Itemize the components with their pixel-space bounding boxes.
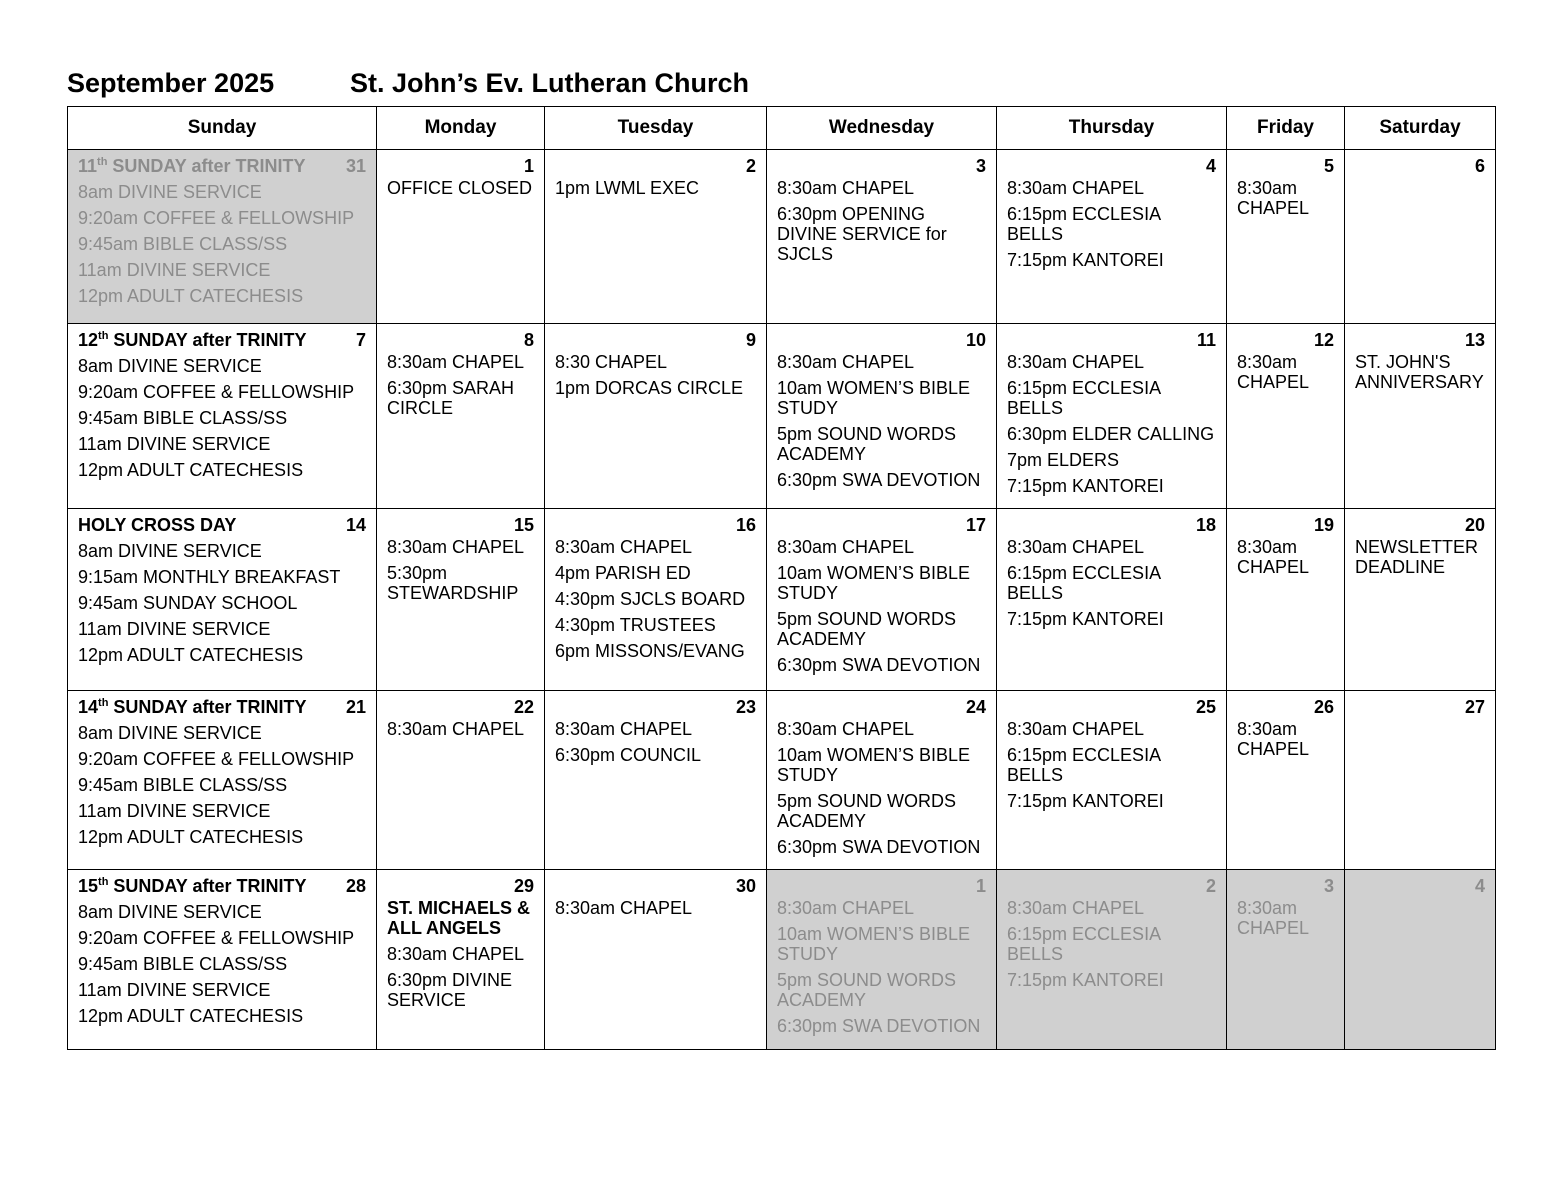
day-header: [78, 515, 366, 535]
day-header: [1237, 697, 1334, 717]
day-cell: [1345, 509, 1496, 691]
event-item: 8am DIVINE SERVICE: [78, 356, 262, 376]
day-number: 29: [513, 876, 534, 896]
calendar-grid: [67, 106, 1496, 1050]
day-cell: [767, 150, 997, 324]
event-item: 1pm LWML EXEC: [555, 178, 700, 198]
event-item: 6:30pm COUNCIL: [555, 745, 702, 765]
day-number: 15: [513, 515, 534, 535]
event-item: 5pm SOUND WORDS ACADEMY: [777, 424, 957, 464]
day-cell: [997, 691, 1227, 870]
sunday-title: [78, 330, 306, 350]
event-item: 5:30pm STEWARDSHIP: [387, 563, 519, 603]
day-number: 13: [1464, 330, 1485, 350]
event-item: 11am DIVINE SERVICE: [78, 619, 271, 639]
ordinal-suffix: th: [98, 876, 109, 888]
event-item: 4pm PARISH ED: [555, 563, 691, 583]
day-header: [777, 330, 986, 350]
day-cell: [1227, 324, 1345, 509]
day-cell: [545, 870, 767, 1050]
day-cell: [545, 509, 767, 691]
day-header: [1237, 876, 1334, 896]
sunday-title-text: SUNDAY after TRINITY: [108, 876, 307, 896]
event-item: 6:30pm SWA DEVOTION: [777, 470, 981, 490]
event-item: 6:30pm SWA DEVOTION: [777, 1016, 981, 1036]
day-header: [387, 330, 534, 350]
weekday-friday: Friday: [1227, 107, 1345, 150]
event-item: 11am DIVINE SERVICE: [78, 434, 271, 454]
day-cell: [545, 150, 767, 324]
event-item: 8:30am CHAPEL: [1237, 352, 1310, 392]
event-item: 9:20am COFFEE & FELLOWSHIP: [78, 382, 355, 402]
day-header: [387, 697, 534, 717]
event-item: 6:15pm ECCLESIA BELLS: [1007, 563, 1161, 603]
day-header: [1007, 876, 1216, 896]
sunday-title-text: 11: [78, 156, 98, 176]
day-cell: [545, 324, 767, 509]
event-item: 8:30am CHAPEL: [1007, 537, 1145, 557]
weekday-sunday: Sunday: [68, 107, 377, 150]
day-header: [1355, 156, 1485, 176]
day-header: [78, 697, 366, 717]
event-item: 7pm ELDERS: [1007, 450, 1120, 470]
day-cell: [997, 870, 1227, 1050]
day-header: [555, 156, 756, 176]
event-item: 11am DIVINE SERVICE: [78, 260, 271, 280]
event-item: 12pm ADULT CATECHESIS: [78, 1006, 304, 1026]
event-item: 6:30pm SWA DEVOTION: [777, 837, 981, 857]
event-item: 6:30pm SARAH CIRCLE: [387, 378, 515, 418]
day-number: 30: [735, 876, 756, 896]
day-cell: [1227, 150, 1345, 324]
event-item: 8:30am CHAPEL: [1007, 719, 1145, 739]
day-number: 17: [965, 515, 986, 535]
day-number: 31: [345, 156, 366, 176]
sunday-title-text: 12: [78, 330, 99, 350]
sunday-title: [78, 697, 306, 717]
day-header: [555, 876, 756, 896]
day-cell: [1345, 691, 1496, 870]
event-item: 8:30 CHAPEL: [555, 352, 668, 372]
day-number: 26: [1313, 697, 1334, 717]
event-item: 9:45am SUNDAY SCHOOL: [78, 593, 298, 613]
day-number: 8: [523, 330, 534, 350]
event-item: 8:30am CHAPEL: [555, 719, 693, 739]
event-item: 9:15am MONTHLY BREAKFAST: [78, 567, 341, 587]
day-number: 6: [1474, 156, 1485, 176]
day-number: 25: [1195, 697, 1216, 717]
sunday-title-text: SUNDAY after TRINITY: [107, 156, 306, 176]
event-item: 8am DIVINE SERVICE: [78, 541, 262, 561]
day-header: [1355, 697, 1485, 717]
ordinal-suffix: th: [97, 156, 108, 168]
sunday-title-text: HOLY CROSS DAY: [78, 515, 237, 535]
day-header: [1007, 515, 1216, 535]
event-item: 9:45am BIBLE CLASS/SS: [78, 408, 288, 428]
day-header: [1007, 330, 1216, 350]
day-cell: [377, 691, 545, 870]
church-name: St. John’s Ev. Lutheran Church: [350, 68, 750, 98]
event-item: 6:15pm ECCLESIA BELLS: [1007, 745, 1161, 785]
event-item: 8:30am CHAPEL: [777, 898, 915, 918]
day-number: 9: [745, 330, 756, 350]
event-item: 8:30am CHAPEL: [387, 719, 525, 739]
day-header: [78, 876, 366, 896]
day-number: 16: [735, 515, 756, 535]
event-item: 8am DIVINE SERVICE: [78, 723, 262, 743]
event-item: 8:30am CHAPEL: [1237, 719, 1310, 759]
event-item: 8:30am CHAPEL: [1237, 898, 1310, 938]
weekday-wednesday: Wednesday: [767, 107, 997, 150]
event-item: 7:15pm KANTOREI: [1007, 250, 1164, 270]
day-header: [777, 697, 986, 717]
day-cell: [1345, 324, 1496, 509]
day-header: [387, 876, 534, 896]
day-header: [1237, 330, 1334, 350]
event-item: NEWSLETTER DEADLINE: [1355, 537, 1479, 577]
weekday-tuesday: Tuesday: [545, 107, 767, 150]
event-item: 8:30am CHAPEL: [387, 537, 525, 557]
event-item: 10am WOMEN’S BIBLE STUDY: [777, 563, 971, 603]
event-item: 8:30am CHAPEL: [1237, 537, 1310, 577]
day-cell: [997, 324, 1227, 509]
sunday-title-text: SUNDAY after TRINITY: [108, 697, 307, 717]
event-item: 7:15pm KANTOREI: [1007, 609, 1164, 629]
day-cell: [1345, 870, 1496, 1050]
event-item: 8:30am CHAPEL: [555, 898, 693, 918]
day-number: 24: [965, 697, 986, 717]
event-item: 9:45am BIBLE CLASS/SS: [78, 234, 288, 254]
event-item: 10am WOMEN’S BIBLE STUDY: [777, 924, 971, 964]
event-item: 8am DIVINE SERVICE: [78, 182, 262, 202]
event-item: 7:15pm KANTOREI: [1007, 970, 1164, 990]
day-header: [1237, 156, 1334, 176]
day-cell: [68, 324, 377, 509]
day-cell: [1227, 870, 1345, 1050]
day-number: 21: [345, 697, 366, 717]
day-number: 27: [1464, 697, 1485, 717]
event-item: OFFICE CLOSED: [387, 178, 533, 198]
event-item: 8:30am CHAPEL: [777, 352, 915, 372]
ordinal-suffix: th: [98, 330, 109, 342]
day-cell: [1345, 150, 1496, 324]
day-cell: [997, 509, 1227, 691]
day-cell: [377, 324, 545, 509]
event-item: 8:30am CHAPEL: [777, 719, 915, 739]
week-row: [68, 324, 1496, 509]
day-header: [777, 515, 986, 535]
day-cell: [377, 150, 545, 324]
day-cell: [68, 150, 377, 324]
day-number: 2: [1205, 876, 1216, 896]
event-item: 11am DIVINE SERVICE: [78, 801, 271, 821]
day-number: 3: [1323, 876, 1334, 896]
day-cell: [1227, 691, 1345, 870]
day-number: 1: [975, 876, 986, 896]
week-row: [68, 691, 1496, 870]
weekday-header-row: [68, 107, 1496, 150]
day-number: 28: [345, 876, 366, 896]
event-item: 9:45am BIBLE CLASS/SS: [78, 954, 288, 974]
sunday-title-text: 15: [78, 876, 99, 896]
day-number: 4: [1474, 876, 1485, 896]
weekday-thursday: Thursday: [997, 107, 1227, 150]
event-item: 10am WOMEN’S BIBLE STUDY: [777, 378, 971, 418]
day-cell: [377, 509, 545, 691]
day-cell: [68, 691, 377, 870]
event-item: 12pm ADULT CATECHESIS: [78, 460, 304, 480]
event-item: 8:30am CHAPEL: [1007, 178, 1145, 198]
sunday-title: [78, 876, 306, 896]
month-title: September 2025: [67, 68, 275, 98]
day-number: 3: [975, 156, 986, 176]
sunday-title-text: 14: [78, 697, 99, 717]
day-number: 1: [523, 156, 534, 176]
day-number: 5: [1323, 156, 1334, 176]
event-item: 10am WOMEN’S BIBLE STUDY: [777, 745, 971, 785]
day-header: [555, 515, 756, 535]
event-item: 1pm DORCAS CIRCLE: [555, 378, 744, 398]
week-row: [68, 150, 1496, 324]
day-cell: [1227, 509, 1345, 691]
day-cell: [377, 870, 545, 1050]
feast-title: ST. MICHAELS & ALL ANGELS: [387, 898, 531, 938]
day-number: 22: [513, 697, 534, 717]
day-header: [1355, 330, 1485, 350]
day-number: 19: [1313, 515, 1334, 535]
day-number: 11: [1196, 330, 1216, 350]
event-item: 7:15pm KANTOREI: [1007, 476, 1164, 496]
day-header: [555, 330, 756, 350]
event-item: 5pm SOUND WORDS ACADEMY: [777, 609, 957, 649]
event-item: 12pm ADULT CATECHESIS: [78, 827, 304, 847]
day-header: [387, 515, 534, 535]
event-item: 11am DIVINE SERVICE: [78, 980, 271, 1000]
week-row: [68, 509, 1496, 691]
event-item: 12pm ADULT CATECHESIS: [78, 645, 304, 665]
day-cell: [997, 150, 1227, 324]
event-item: 5pm SOUND WORDS ACADEMY: [777, 970, 957, 1010]
event-item: 12pm ADULT CATECHESIS: [78, 286, 304, 306]
event-item: 8:30am CHAPEL: [1007, 898, 1145, 918]
event-item: 9:45am BIBLE CLASS/SS: [78, 775, 288, 795]
event-item: 9:20am COFFEE & FELLOWSHIP: [78, 928, 355, 948]
event-item: 6:15pm ECCLESIA BELLS: [1007, 204, 1161, 244]
event-item: 5pm SOUND WORDS ACADEMY: [777, 791, 957, 831]
event-item: 8:30am CHAPEL: [1007, 352, 1145, 372]
sunday-title: [78, 156, 305, 176]
event-item: 8:30am CHAPEL: [777, 178, 915, 198]
day-number: 7: [355, 330, 366, 350]
day-number: 20: [1464, 515, 1485, 535]
day-cell: [767, 324, 997, 509]
day-cell: [767, 870, 997, 1050]
day-header: [78, 330, 366, 350]
event-item: 8:30am CHAPEL: [387, 352, 525, 372]
day-header: [387, 156, 534, 176]
week-row: [68, 870, 1496, 1050]
day-header: [1355, 515, 1485, 535]
day-number: 4: [1205, 156, 1216, 176]
event-item: 8:30am CHAPEL: [1237, 178, 1310, 218]
day-header: [1237, 515, 1334, 535]
event-item: 6:30pm OPENING DIVINE SERVICE for SJCLS: [777, 204, 947, 264]
day-cell: [68, 509, 377, 691]
day-cell: [545, 691, 767, 870]
event-item: 9:20am COFFEE & FELLOWSHIP: [78, 749, 355, 769]
day-header: [78, 156, 366, 176]
event-item: 8:30am CHAPEL: [555, 537, 693, 557]
ordinal-suffix: th: [98, 697, 109, 709]
sunday-title: [78, 515, 236, 535]
event-item: 7:15pm KANTOREI: [1007, 791, 1164, 811]
day-number: 12: [1313, 330, 1334, 350]
day-header: [1007, 697, 1216, 717]
weekday-monday: Monday: [377, 107, 545, 150]
day-header: [1007, 156, 1216, 176]
event-item: 6:30pm ELDER CALLING: [1007, 424, 1215, 444]
day-number: 2: [745, 156, 756, 176]
day-number: 18: [1195, 515, 1216, 535]
event-item: ST. JOHN'S ANNIVERSARY: [1355, 352, 1484, 392]
event-item: 8:30am CHAPEL: [387, 944, 525, 964]
event-item: 6pm MISSONS/EVANG: [555, 641, 745, 661]
event-item: 8am DIVINE SERVICE: [78, 902, 262, 922]
event-item: 4:30pm TRUSTEES: [555, 615, 716, 635]
event-item: 6:30pm DIVINE SERVICE: [387, 970, 513, 1010]
event-item: 6:15pm ECCLESIA BELLS: [1007, 378, 1161, 418]
sunday-title-text: SUNDAY after TRINITY: [108, 330, 307, 350]
day-number: 10: [965, 330, 986, 350]
event-item: 4:30pm SJCLS BOARD: [555, 589, 746, 609]
event-item: 6:30pm SWA DEVOTION: [777, 655, 981, 675]
day-cell: [68, 870, 377, 1050]
day-header: [777, 156, 986, 176]
day-header: [555, 697, 756, 717]
event-item: 9:20am COFFEE & FELLOWSHIP: [78, 208, 355, 228]
event-item: 6:15pm ECCLESIA BELLS: [1007, 924, 1161, 964]
day-number: 14: [345, 515, 366, 535]
event-item: 8:30am CHAPEL: [777, 537, 915, 557]
weekday-saturday: Saturday: [1345, 107, 1496, 150]
day-header: [1355, 876, 1485, 896]
day-number: 23: [735, 697, 756, 717]
day-header: [777, 876, 986, 896]
day-cell: [767, 691, 997, 870]
day-cell: [767, 509, 997, 691]
